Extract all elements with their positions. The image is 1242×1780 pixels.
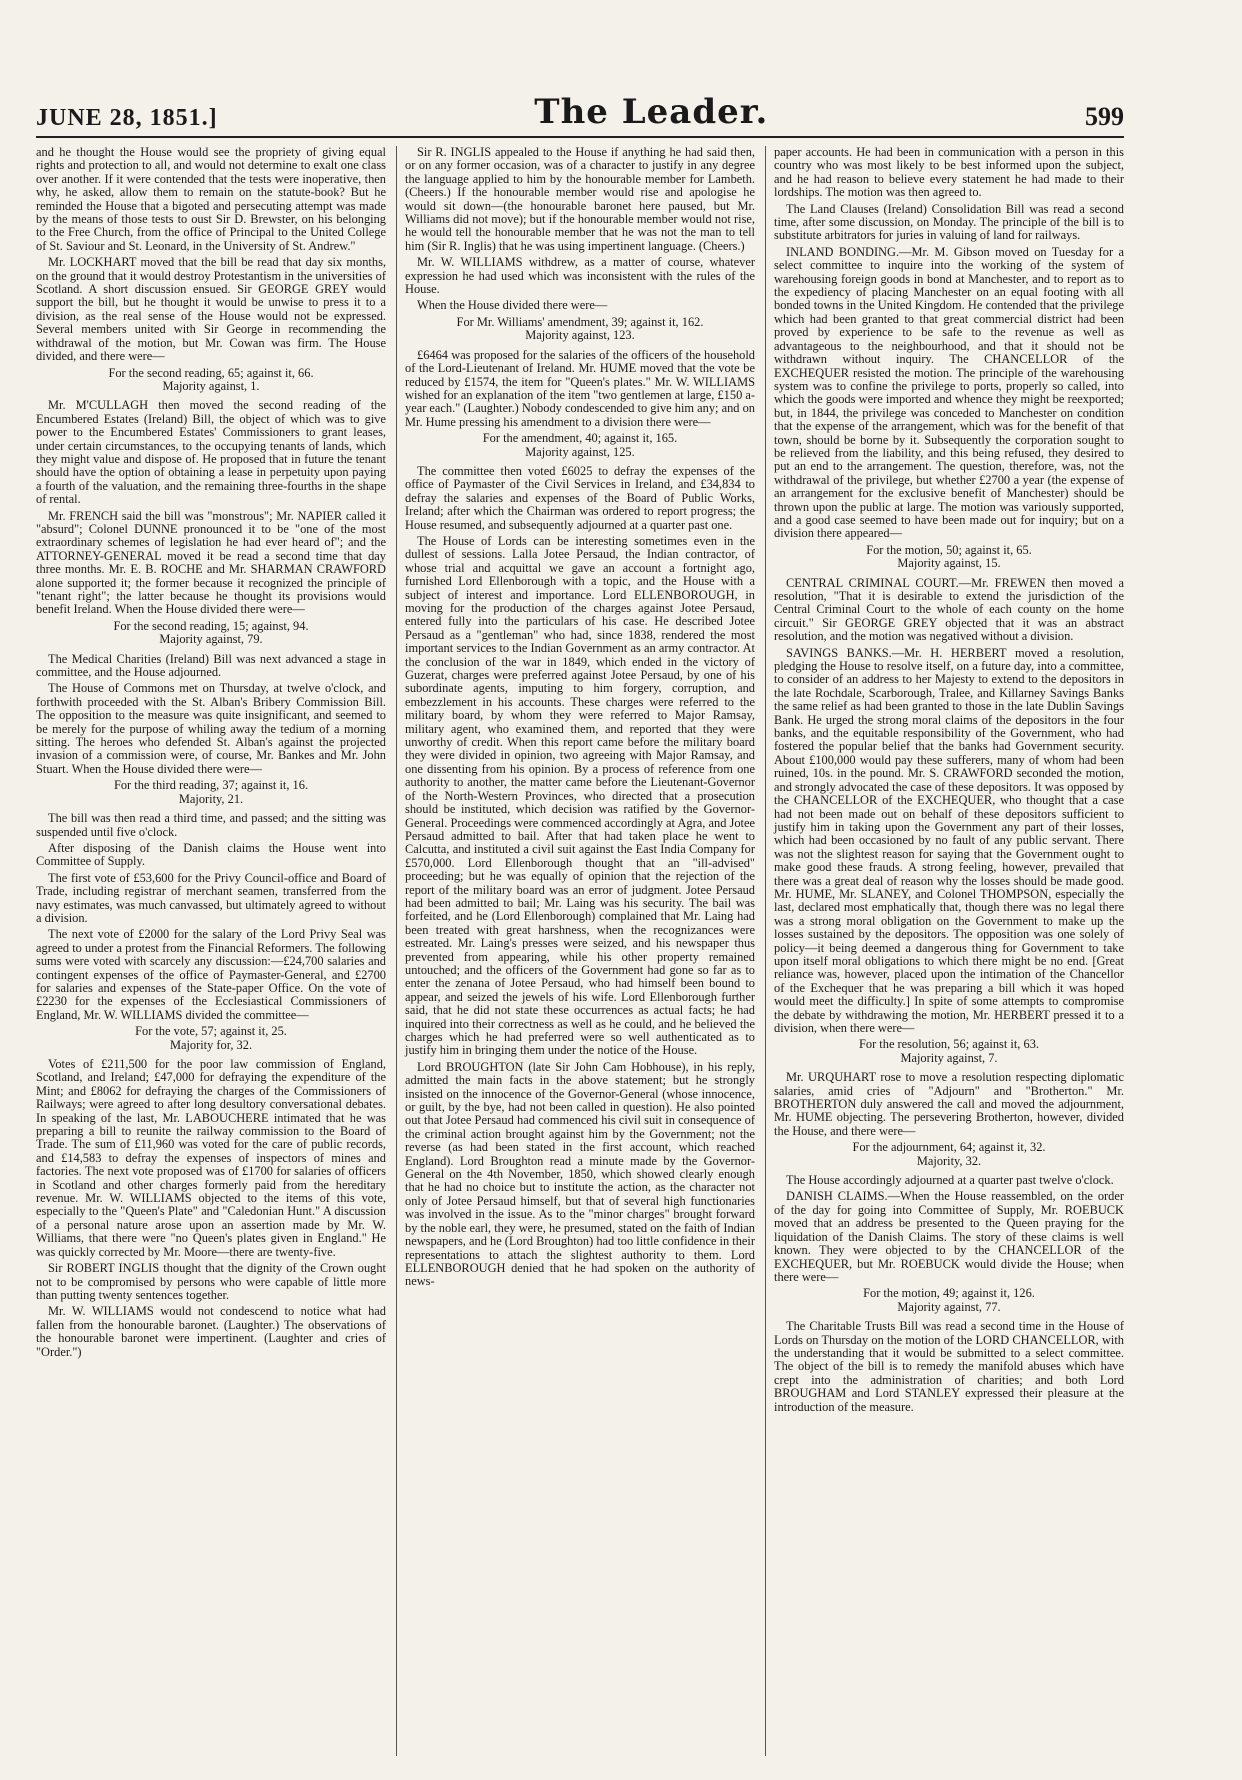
paragraph: The House of Lords can be interesting sometimes even in the dullest of sessions. Lalla Jotee Persaud, the Indian contractor, of whose trial and acquittal we gave an account a fortnight ago, furnished Lord Ellenborough with a topic, and the House with a subject of interest and importance. Lord ELLENBOROUGH, in moving for the production of the charges against Jotee Persaud, entered fully into the particulars of his case. He described Jotee Persaud as a "gentleman" who had, since 1838, rendered the most important services to the Indian Government as an army contractor. At the conclusion of the war in 1849, which ended in the victory of Guzerat, charges were preferred against Jotee Persaud, by one of his subordinate agents, imputing to him forgery, corruption, and embezzlement in his accounts. These charges were referred to the military board, by whom they were referred to Major Ramsay, military agent, who examined them, and reported that they were unworthy of credit. When this report came before the military board they were divided in opinion, two agreeing with Major Ramsay, and one dissenting from his opinion. By a process of reference from one authority to another, the matter came before the Lieutenant-Governor of the North-Western Provinces, who directed that a prosecution should be instituted, which decision was ratified by the Governor-General. Proceedings were commenced accordingly at Agra, and Jotee Persaud admitted to bail. After that had taken place he went to Calcutta, and instituted a civil suit against the East India Company for £570,000. Lord Ellenborough thought that an "ill-advised" proceeding; but he was equally of opinion that the rejection of the report of the military board was an error of judgment. Jotee Persaud had been admitted to bail; Mr. Laing was his security. The bail was forfeited, and he (Lord Ellenborough) complained that Mr. Laing had been treated with great harshness, when the recognizances were estreated. Mr. Laing's presses were seized, and his newspaper thus prevented from appearing, while his other property remained untouched; and the officers of the Government had gone so far as to enter the zenana of Jotee Persaud, who had himself been bound to appear, and seized the jewels of his wife. Lord Ellenborough further said, that he did not state these occurrences as actual facts; he had inquired into their correctness as well as he could, and he believed the charges which he had preferred were so well authenticated as to justify him in bringing them under the notice of the House. [405, 533, 755, 1058]
paragraph: Mr. M'CULLAGH then moved the second reading of the Encumbered Estates (Ireland) Bill, the object of which was to give power to the Encumbered Estates' Commissioners to grant leases, under certain circumstances, to the occupying tenants of lands, which they might value and dispose of. He proposed that in future the tenant should have the option of obtaining a lease in perpetuity upon paying a fourth of the valuation, and the remaining three-fourths in the shape of rental. [36, 398, 386, 507]
majority-result: Majority against, 125. [525, 444, 635, 459]
paragraph: The House accordingly adjourned at a quarter past twelve o'clock. [786, 1173, 1114, 1188]
division-result: For the second reading, 15; against, 94. [113, 618, 309, 633]
page-number: 599 [1084, 102, 1124, 131]
division-result: For the motion, 50; against it, 65. [866, 542, 1032, 557]
paragraph: The Medical Charities (Ireland) Bill was next advanced a stage in committee, and the House adjourned. [36, 651, 386, 680]
page-header [36, 92, 1124, 138]
division-result: For Mr. Williams' amendment, 39; against it, 162. [456, 314, 704, 329]
masthead-title: The Leader. [534, 92, 769, 132]
division-result: For the vote, 57; against it, 25. [135, 1024, 287, 1039]
paragraph: SAVINGS BANKS.—Mr. H. HERBERT moved a resolution, pledging the House to resolve itself, on a future day, into a committee, to consider of an address to her Majesty to extend to the depositors in the late Rochdale, Scarborough, Tralee, and Killarney Savings Banks the same relief as had been granted to those in the late Dublin Savings Bank. He urged the strong moral claims of the depositors in the four banks, and the equitable responsibility of the Government, who had fostered the popular belief that the banks had Government security. About £100,000 would pay these sufferers, many of whom had been ruined, 10s. in the pound. Mr. S. CRAWFORD seconded the motion, and strongly advocated the case of these depositors. It was opposed by the CHANCELLOR of the EXCHEQUER, who thought that a case had not been made out on behalf of these depositors sufficient to justify him in taking upon the Government any part of their losses, which had been occasioned by no fault of any public servant. There was not the slightest reason for saying that the Government ought to make good these frauds. A strong feeling, however, prevailed that there was a great deal of reason why the losses should be made good. Mr. HUME, Mr. SLANEY, and Colonel THOMPSON, especially the last, declared most emphatically that, though there was no legal there was a strong moral obligation on the Government to make up the losses sustained by the depositors. The opposition was one solely of policy—it being deemed a dangerous thing for Government to take upon itself moral obligations to which there might be no end. [Great reliance was, however, placed upon the intimation of the Chancellor of the Exchequer that he was preparing a bill which it was hoped would meet the difficulty.] In spite of some attempts to compromise the debate by withdrawing the motion, Mr. HERBERT pressed it to a division, when there were— [774, 645, 1124, 1035]
paragraph: Lord BROUGHTON (late Sir John Cam Hobhouse), in his reply, admitted the main facts in the above statement; but he strongly insisted on the innocence of the Governor-General (whose innocence, or guilt, by the bye, had not been called in question). He also pointed out that Jotee Persaud had commenced his civil suit in consequence of the criminal action brought against him by the Government; not the reverse (as had been stated in the first account, which reached England). Lord Broughton read a minute made by the Governor-General on the 4th November, 1850, which showed clearly enough that he had no choice but to institute the action, as the character not only of Jotee Persaud himself, but that of several high functionaries was involved in the issue. As to the "minor charges" brought forward by the noble earl, they were, he presumed, stated on the faith of Indian newspapers, and he (Lord Broughton) had too little confidence in their representations to attach the slightest authority to them. Lord ELLENBOROUGH denied that he had spoken on the authority of news- [405, 1059, 755, 1289]
majority-result: Majority against, 7. [900, 1050, 998, 1065]
majority-result: Majority for, 32. [169, 1037, 253, 1052]
majority-result: Majority, 32. [916, 1153, 982, 1168]
division-result: For the adjournment, 64; against it, 32. [852, 1140, 1046, 1155]
division-result: For the resolution, 56; against it, 63. [859, 1037, 1039, 1052]
paragraph: Mr. URQUHART rose to move a resolution respecting diplomatic salaries, amid cries of "Adjourn" and "Brotherton." Mr. BROTHERTON duly answered the call and moved the adjournment, Mr. HUME objecting. The persevering Brotherton, however, divided the House, and there were— [774, 1070, 1124, 1138]
division-result: For the amendment, 40; against it, 165. [482, 431, 678, 446]
majority-result: Majority against, 123. [525, 328, 635, 343]
paragraph: The bill was then read a third time, and passed; and the sitting was suspended until five o'clock. [36, 811, 386, 839]
paragraph: Sir R. INGLIS appealed to the House if anything he had said then, or on any former occasion, was of a character to justify in any degree the language applied to him by the honourable member for Lambeth. (Cheers.) If the honourable member would rise and apologise he would sit down—(the honourable baronet here paused, but Mr. Williams did not move); but if the honourable member would not rise, he would tell the honourable member that he was not the man to tell him (Sir R. Inglis) that he was using impertinent language. (Cheers.) [405, 146, 755, 253]
paragraph: Votes of £211,500 for the poor law commission of England, Scotland, and Ireland; £47,000 for defraying the expenditure of the Mint; and £8062 for defraying the charges of the Commissioners of Railways; were agreed to after long desultory conversational debates. In speaking of the last, Mr. LABOUCHERE intimated that he was preparing a bill to reunite the railway commission to the Board of Trade. The sum of £11,960 was voted for the care of public records, and £14,583 to defray the expenses of inspectors of mines and factories. The next vote proposed was of £1700 for salaries of officers in Scotland and other charges formerly paid from the hereditary revenue. Mr. W. WILLIAMS objected to the items of this vote, especially to the "Queen's Plate" and "Caledonian Hunt." A discussion of a personal nature arose upon an assertion made by Mr. W. Williams, that there were "no Queen's plates given in England." He was quickly corrected by Mr. Moore—there are twenty-five. [36, 1057, 386, 1259]
paragraph: When the House divided there were— [417, 298, 608, 313]
division-result: For the third reading, 37; against it, 16. [113, 778, 309, 793]
issue-date: JUNE 28, 1851.] [36, 105, 218, 131]
paragraph: Mr. W. WILLIAMS would not condescend to notice what had fallen from the honourable baronet. (Laughter.) The observations of the honourable baronet were impertinent. (Laughter and cries of "Order.") [36, 1304, 386, 1359]
paragraph: Mr. LOCKHART moved that the bill be read that day six months, on the ground that it would destroy Protestantism in the universities of Scotland. A short discussion ensued. Sir GEORGE GREY would support the bill, but he thought it would be unwise to press it to a division, as the real sense of the House would not be expressed. Several members united with Sir George in recommending the withdrawal of the motion, but Mr. Cowan was firm. The House divided, and there were— [36, 255, 386, 364]
division-result: For the motion, 49; against it, 126. [863, 1286, 1035, 1301]
paragraph: Sir ROBERT INGLIS thought that the dignity of the Crown ought not to be compromised by persons who were capable of little more than putting twenty sentences together. [36, 1261, 386, 1302]
paragraph: The Charitable Trusts Bill was read a second time in the House of Lords on Thursday on the motion of the LORD CHANCELLOR, with the understanding that it would be submitted to a select committee. The object of the bill is to remedy the manifold abuses which have crept into the administration of charities; and both Lord BROUGHAM and Lord STANLEY expressed their pleasure at the introduction of the measure. [774, 1319, 1124, 1414]
paragraph: The next vote of £2000 for the salary of the Lord Privy Seal was agreed to under a protest from the Financial Reformers. The following sums were voted with scarcely any discussion:—£24,700 salaries and contingent expenses of the office of Paymaster-General, and £2700 for salaries and expenses of the State-paper Office. On the vote of £2230 for the expenses of the Ecclesiastical Commissioners of England, Mr. W. WILLIAMS divided the committee— [36, 927, 386, 1022]
majority-result: Majority against, 1. [162, 378, 260, 393]
paragraph: £6464 was proposed for the salaries of the officers of the household of the Lord-Lieutenant of Ireland. Mr. HUME moved that the vote be reduced by £1574, the item for "Queen's plates." Mr. W. WILLIAMS wished for an explanation of the item "two gentlemen at large, £150 a-year each." (Laughter.) Nobody condescended to give him any; and on Mr. Hume pressing his amendment to a division there were— [405, 347, 755, 429]
majority-result: Majority, 21. [178, 791, 244, 806]
division-result: For the second reading, 65; against it, 66. [108, 365, 314, 380]
column-2 [396, 146, 755, 1756]
paragraph: After disposing of the Danish claims the House went into Committee of Supply. [36, 840, 386, 869]
paragraph: paper accounts. He had been in communication with a person in this country who was most likely to be best informed upon the subject, and he had reason to believe every statement he had made to their lordships. The motion was then agreed to. [774, 146, 1124, 200]
paragraph: CENTRAL CRIMINAL COURT.—Mr. FREWEN then moved a resolution, "That it is desirable to extend the jurisdiction of the Central Criminal Court to the whole of each county on the home circuit." Sir GEORGE GREY objected that it was an abstract resolution, and the motion was negatived without a division. [774, 575, 1124, 644]
paragraph: The committee then voted £6025 to defray the expenses of the office of Paymaster of the Civil Services in Ireland, and £34,834 to defray the salaries and expenses of the Board of Public Works, Ireland; after which the Chairman was ordered to report progress; the House resumed, and subsequently adjourned at a quarter past one. [405, 463, 755, 532]
paragraph: Mr. FRENCH said the bill was "monstrous"; Mr. NAPIER called it "absurd"; Colonel DUNNE pronounced it to be "one of the most extraordinary schemes of legislation he had ever heard of"; and the ATTORNEY-GENERAL moved it be read a second time that day three months. Mr. E. B. ROCHE and Mr. SHARMAN CRAWFORD alone supported it; the former because it recognized the principle of "tenant right"; the latter because he thought its provisions would benefit Ireland. When the House divided there were— [36, 508, 386, 617]
paragraph: Mr. W. WILLIAMS withdrew, as a matter of course, whatever expression he had used which was inconsistent with the rules of the House. [405, 255, 755, 297]
paragraph: and he thought the House would see the propriety of giving equal rights and protection to all, and would not determine to exalt one class over another. If it were contended that the tests were inoperative, then why, he asked, allow them to remain on the statute-book? But he reminded the House that a bigoted and persecuting attempt was made by the means of those tests to oust Sir D. Brewster, on his belonging to the Free Church, from the office of Principal to the United College of St. Saviour and St. Leonard, in the University of St. Andrew." [36, 146, 386, 253]
column-3 [765, 146, 1124, 1756]
article-columns [36, 146, 1124, 1756]
majority-result: Majority against, 77. [897, 1299, 1001, 1314]
majority-result: Majority against, 79. [159, 632, 263, 647]
column-1 [36, 146, 386, 1756]
paragraph: DANISH CLAIMS.—When the House reassembled, on the order of the day for going into Committee of Supply, Mr. ROEBUCK moved that an address be presented to the Queen praying for the liquidation of the Danish Claims. The story of these claims is well known. They were objected to by the CHANCELLOR of the EXCHEQUER, but Mr. ROEBUCK would divide the House; when there were— [774, 1189, 1124, 1284]
paragraph: The first vote of £53,600 for the Privy Council-office and Board of Trade, including registrar of merchant seamen, transferred from the navy estimates, was much canvassed, but ultimately agreed to without a division. [36, 870, 386, 925]
paragraph: The Land Clauses (Ireland) Consolidation Bill was read a second time, after some discussion, on Monday. The principle of the bill is to substitute arbitrators for juries in valuing of land for railways. [774, 201, 1124, 243]
majority-result: Majority against, 15. [897, 556, 1001, 571]
paragraph: The House of Commons met on Thursday, at twelve o'clock, and forthwith proceeded with the St. Alban's Bribery Commission Bill. The opposition to the measure was quite insignificant, and seemed to be merely for the purpose of whiling away the tedium of a morning sitting. The heroes who defended St. Alban's against the projected invasion of a commission were, of course, Mr. Bankes and Mr. John Stuart. When the House divided there were— [36, 681, 386, 776]
paragraph: INLAND BONDING.—Mr. M. Gibson moved on Tuesday for a select committee to inquire into the working of the system of warehousing foreign goods in bond at Manchester, and to report as to the expediency of placing Manchester on an equal footing with all bonded towns in the United Kingdom. He contended that the privilege which had been granted to that great commercial district had been proved by experience to be safe to the revenue as well as advantageous to the neighbourhood, and that it should not be withdrawn without inquiry. The CHANCELLOR of the EXCHEQUER resisted the motion. The principle of the warehousing system was to confine the privilege to ports, properly so called, into which the goods were imported and whence they might be reexported; but, in 1844, the privilege was conceded to Manchester on condition that the expense of the arrangement, which was for the benefit of that town, should be borne by it. Subsequently the corporation sought to be relieved from the liability, and this being refused, they desired to put an end to the arrangement. The question, therefore, was, not the withdrawal of the privilege, but whether £2700 a year (the expense of an arrangement for the exclusive benefit of Manchester) should be thrown upon the public at large. The motion was variously supported, and a good case seemed to have been made out for inquiry; but on a division there appeared— [774, 244, 1124, 541]
